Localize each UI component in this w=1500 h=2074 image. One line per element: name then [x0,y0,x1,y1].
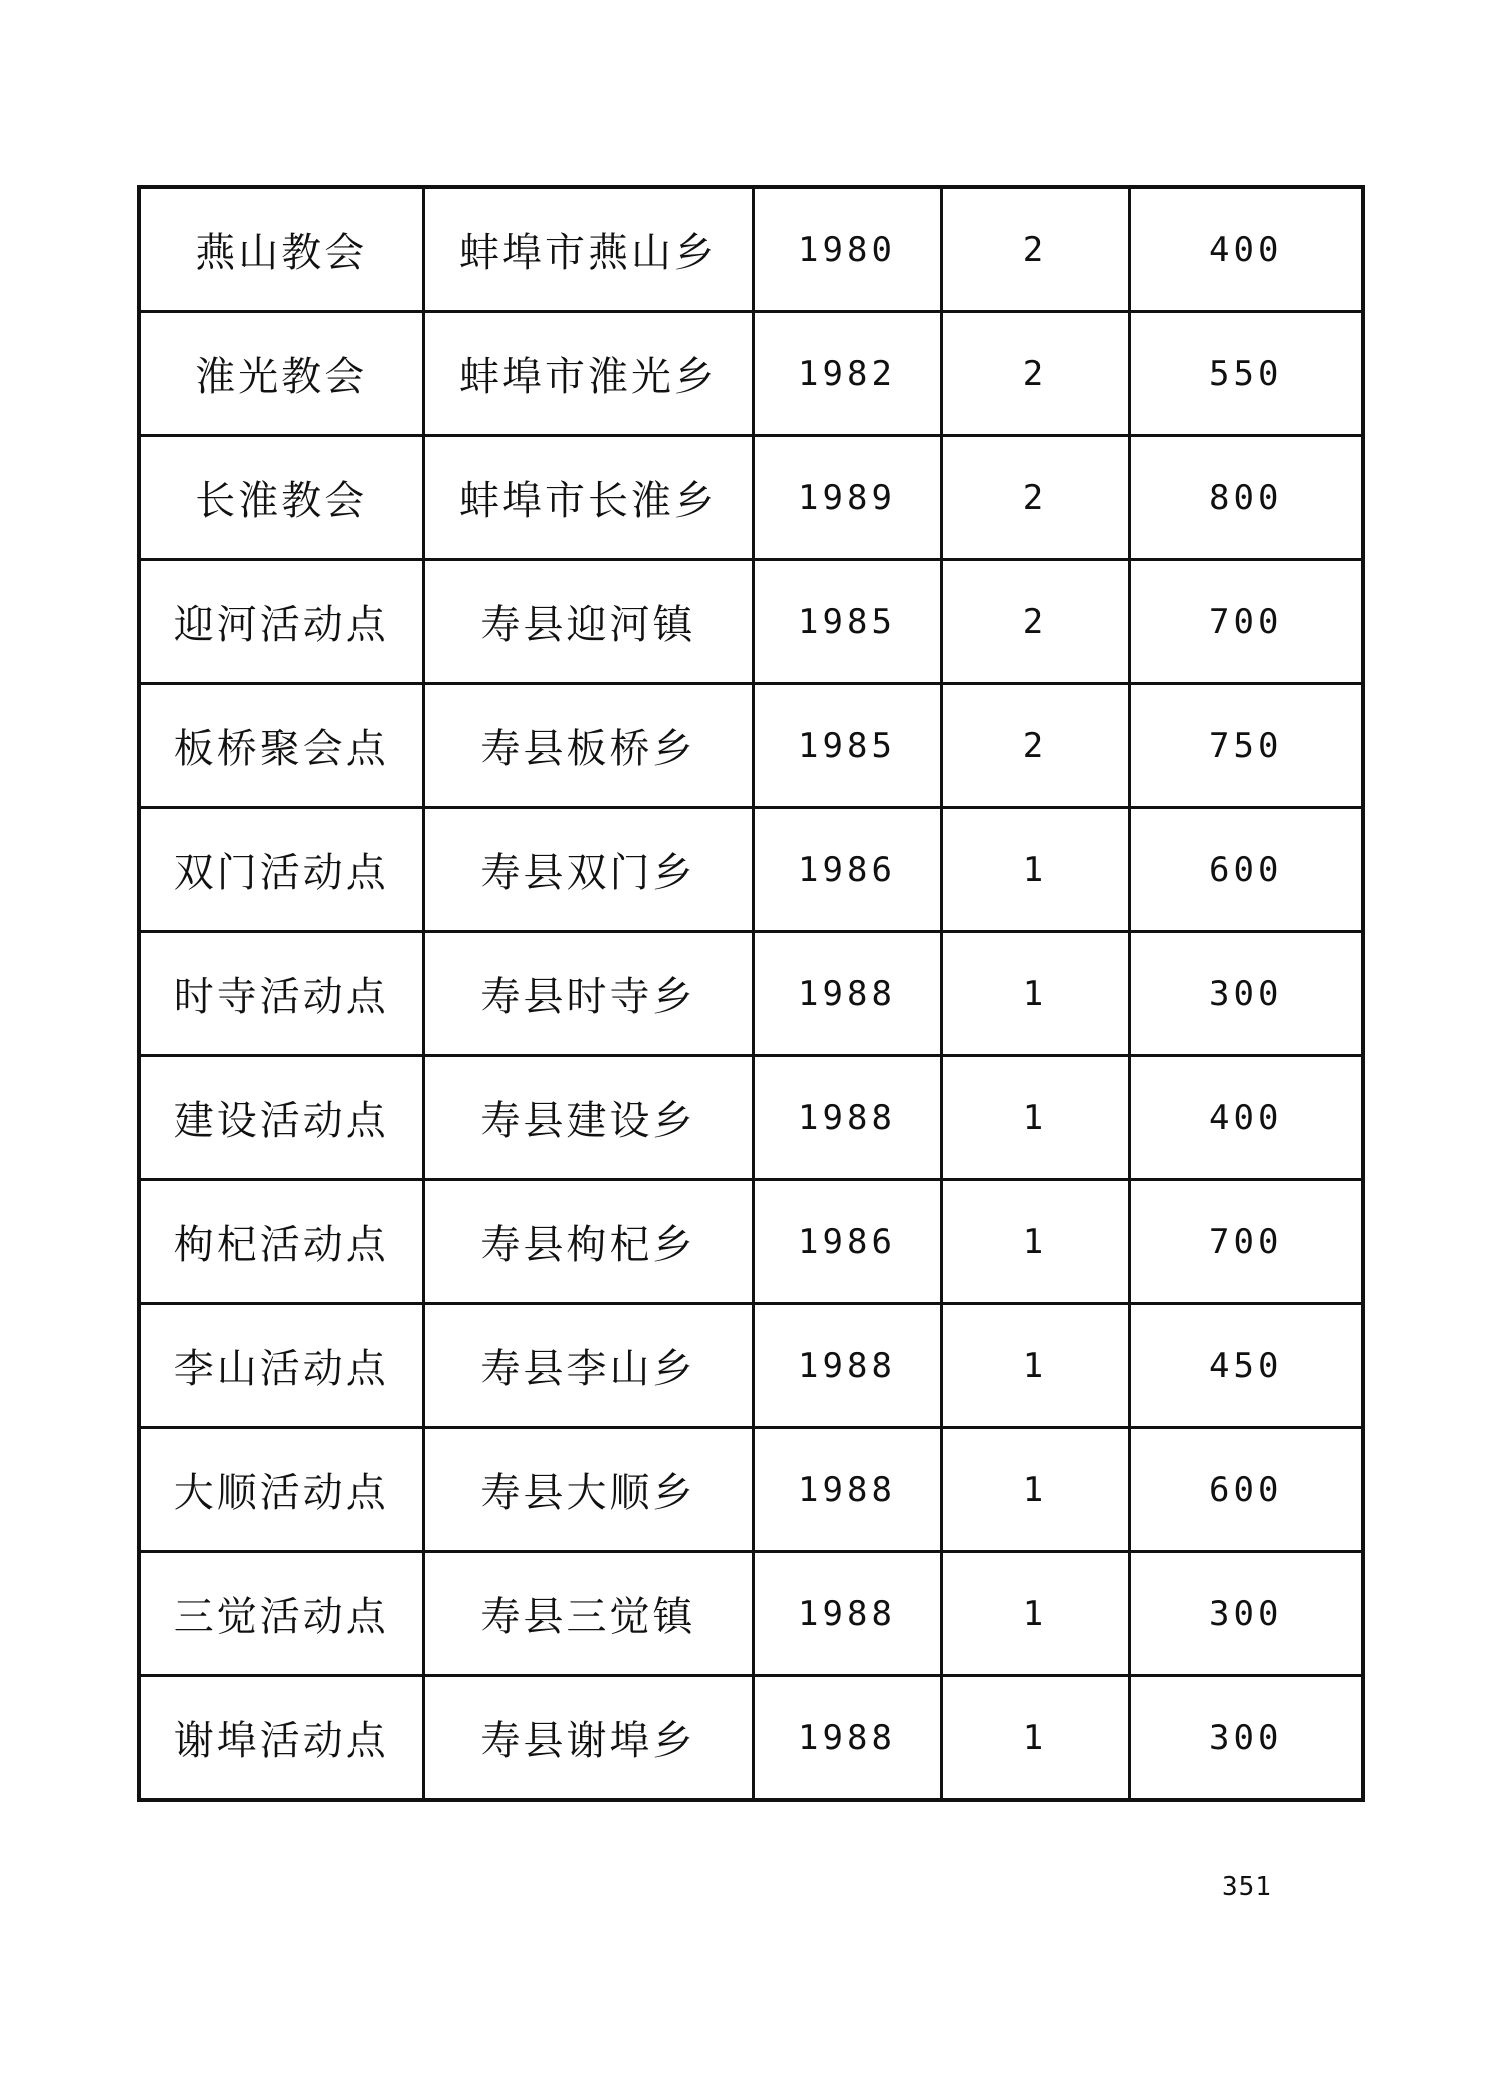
members-cell: 450 [1129,1304,1363,1428]
year-cell: 1989 [753,436,941,560]
members-cell: 750 [1129,684,1363,808]
location-cell: 蚌埠市淮光乡 [423,312,753,436]
members-cell: 700 [1129,560,1363,684]
location-cell: 寿县枸杞乡 [423,1180,753,1304]
name-cell: 淮光教会 [139,312,423,436]
count-cell: 1 [941,1056,1129,1180]
year-cell: 1982 [753,312,941,436]
name-cell: 谢埠活动点 [139,1676,423,1801]
table-row [139,560,1363,684]
count-cell: 1 [941,1180,1129,1304]
table-row [139,1552,1363,1676]
members-cell: 700 [1129,1180,1363,1304]
table-row [139,932,1363,1056]
name-cell: 迎河活动点 [139,560,423,684]
table-row [139,1180,1363,1304]
count-cell: 1 [941,808,1129,932]
members-cell: 300 [1129,1676,1363,1801]
members-cell: 800 [1129,436,1363,560]
table-row [139,1428,1363,1552]
location-cell: 寿县时寺乡 [423,932,753,1056]
count-cell: 1 [941,932,1129,1056]
location-cell: 寿县建设乡 [423,1056,753,1180]
members-cell: 400 [1129,1056,1363,1180]
location-cell: 寿县李山乡 [423,1304,753,1428]
name-cell: 建设活动点 [139,1056,423,1180]
name-cell: 双门活动点 [139,808,423,932]
table-row [139,1676,1363,1801]
members-cell: 300 [1129,1552,1363,1676]
table-row [139,1056,1363,1180]
members-cell: 550 [1129,312,1363,436]
name-cell: 枸杞活动点 [139,1180,423,1304]
year-cell: 1988 [753,1304,941,1428]
members-cell: 600 [1129,1428,1363,1552]
count-cell: 2 [941,560,1129,684]
name-cell: 长淮教会 [139,436,423,560]
location-cell: 蚌埠市长淮乡 [423,436,753,560]
year-cell: 1988 [753,1552,941,1676]
location-cell: 寿县大顺乡 [423,1428,753,1552]
name-cell: 板桥聚会点 [139,684,423,808]
location-cell: 寿县谢埠乡 [423,1676,753,1801]
name-cell: 燕山教会 [139,187,423,312]
count-cell: 1 [941,1676,1129,1801]
year-cell: 1985 [753,560,941,684]
year-cell: 1986 [753,1180,941,1304]
count-cell: 2 [941,187,1129,312]
name-cell: 李山活动点 [139,1304,423,1428]
year-cell: 1988 [753,1056,941,1180]
count-cell: 2 [941,684,1129,808]
year-cell: 1985 [753,684,941,808]
name-cell: 大顺活动点 [139,1428,423,1552]
year-cell: 1986 [753,808,941,932]
table-row [139,684,1363,808]
count-cell: 1 [941,1428,1129,1552]
members-cell: 400 [1129,187,1363,312]
count-cell: 2 [941,436,1129,560]
location-cell: 蚌埠市燕山乡 [423,187,753,312]
year-cell: 1980 [753,187,941,312]
year-cell: 1988 [753,1676,941,1801]
year-cell: 1988 [753,1428,941,1552]
members-cell: 600 [1129,808,1363,932]
count-cell: 1 [941,1304,1129,1428]
members-cell: 300 [1129,932,1363,1056]
location-cell: 寿县板桥乡 [423,684,753,808]
location-cell: 寿县迎河镇 [423,560,753,684]
page-number: 351 [1222,1872,1272,1902]
table-row [139,436,1363,560]
name-cell: 三觉活动点 [139,1552,423,1676]
table-row [139,187,1363,312]
table-row [139,1304,1363,1428]
count-cell: 1 [941,1552,1129,1676]
location-cell: 寿县三觉镇 [423,1552,753,1676]
church-records-table [137,185,1365,1802]
name-cell: 时寺活动点 [139,932,423,1056]
location-cell: 寿县双门乡 [423,808,753,932]
year-cell: 1988 [753,932,941,1056]
count-cell: 2 [941,312,1129,436]
table-row [139,312,1363,436]
table-row [139,808,1363,932]
